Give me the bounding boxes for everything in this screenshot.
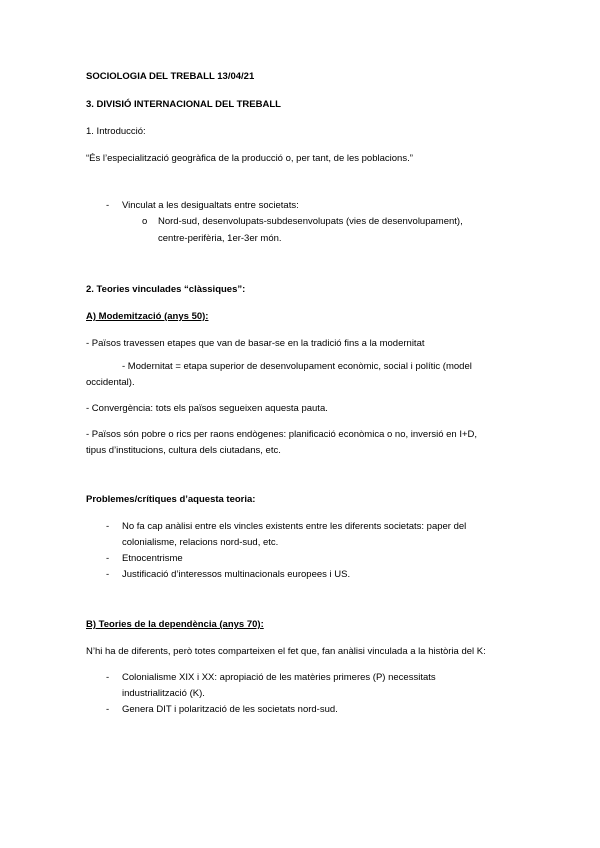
dependency-intro: N’hi ha de diferents, però totes comparteixen el fet que, fan anàlisi vinculada a la història del K: (86, 646, 486, 657)
problems-item: No fa cap anàlisi entre els vincles existents entre les diferents societats: paper del (122, 521, 467, 532)
dependency-heading: B) Teories de la dependència (anys 70): (86, 619, 264, 630)
sub-bullet-marker: o (142, 216, 148, 227)
intro-heading: 1. Introducció: (86, 126, 146, 137)
definition-quote: “És l’especialització geogràfica de la producció o, per tant, de les poblacions.” (86, 153, 413, 164)
sub-bullet-line: centre-perifèria, 1er-3er món. (158, 233, 282, 244)
list-dash: - (106, 569, 110, 580)
modernization-paragraph: occidental). (86, 377, 135, 388)
list-dash: - (106, 672, 110, 683)
list-dash: - (106, 521, 110, 532)
section-heading-division: 3. DIVISIÓ INTERNACIONAL DEL TREBALL (86, 99, 281, 110)
modernization-paragraph: tipus d’institucions, cultura dels ciutadans, etc. (86, 445, 281, 456)
modernization-paragraph: - Països travessen etapes que van de basar-se en la tradició fins a la modernitat (86, 338, 425, 349)
list-dash: - (106, 553, 110, 564)
modernization-heading: A) Modemització (anys 50): (86, 311, 209, 322)
document-title: SOCIOLOGIA DEL TREBALL 13/04/21 (86, 71, 255, 82)
dependency-item: Genera DIT i polarització de les societats nord-sud. (122, 704, 338, 715)
list-dash: - (106, 704, 110, 715)
dependency-item: Colonialisme XIX i XX: apropiació de les matèries primeres (P) necessitats (122, 672, 436, 683)
list-dash: - (106, 200, 110, 211)
problems-heading: Problemes/crítiques d’aquesta teoria: (86, 494, 256, 505)
modernization-paragraph: - Convergència: tots els països segueixen aquesta pauta. (86, 403, 328, 414)
dependency-item: industrialització (K). (122, 688, 205, 699)
problems-item: colonialisme, relacions nord-sud, etc. (122, 537, 279, 548)
problems-item: Etnocentrisme (122, 553, 183, 564)
modernization-paragraph: - Modernitat = etapa superior de desenvolupament econòmic, social i polític (model (122, 361, 472, 372)
theories-heading: 2. Teories vinculades “clàssiques”: (86, 284, 246, 295)
modernization-paragraph: - Països són pobre o rics per raons endògenes: planificació econòmica o no, inversió en I+D, (86, 429, 478, 440)
sub-bullet-line: Nord-sud, desenvolupats-subdesenvolupats (vies de desenvolupament), (158, 216, 463, 227)
inequalities-item: Vinculat a les desigualtats entre societats: (122, 200, 299, 211)
problems-item: Justificació d’interessos multinacionals europees i US. (122, 569, 351, 580)
